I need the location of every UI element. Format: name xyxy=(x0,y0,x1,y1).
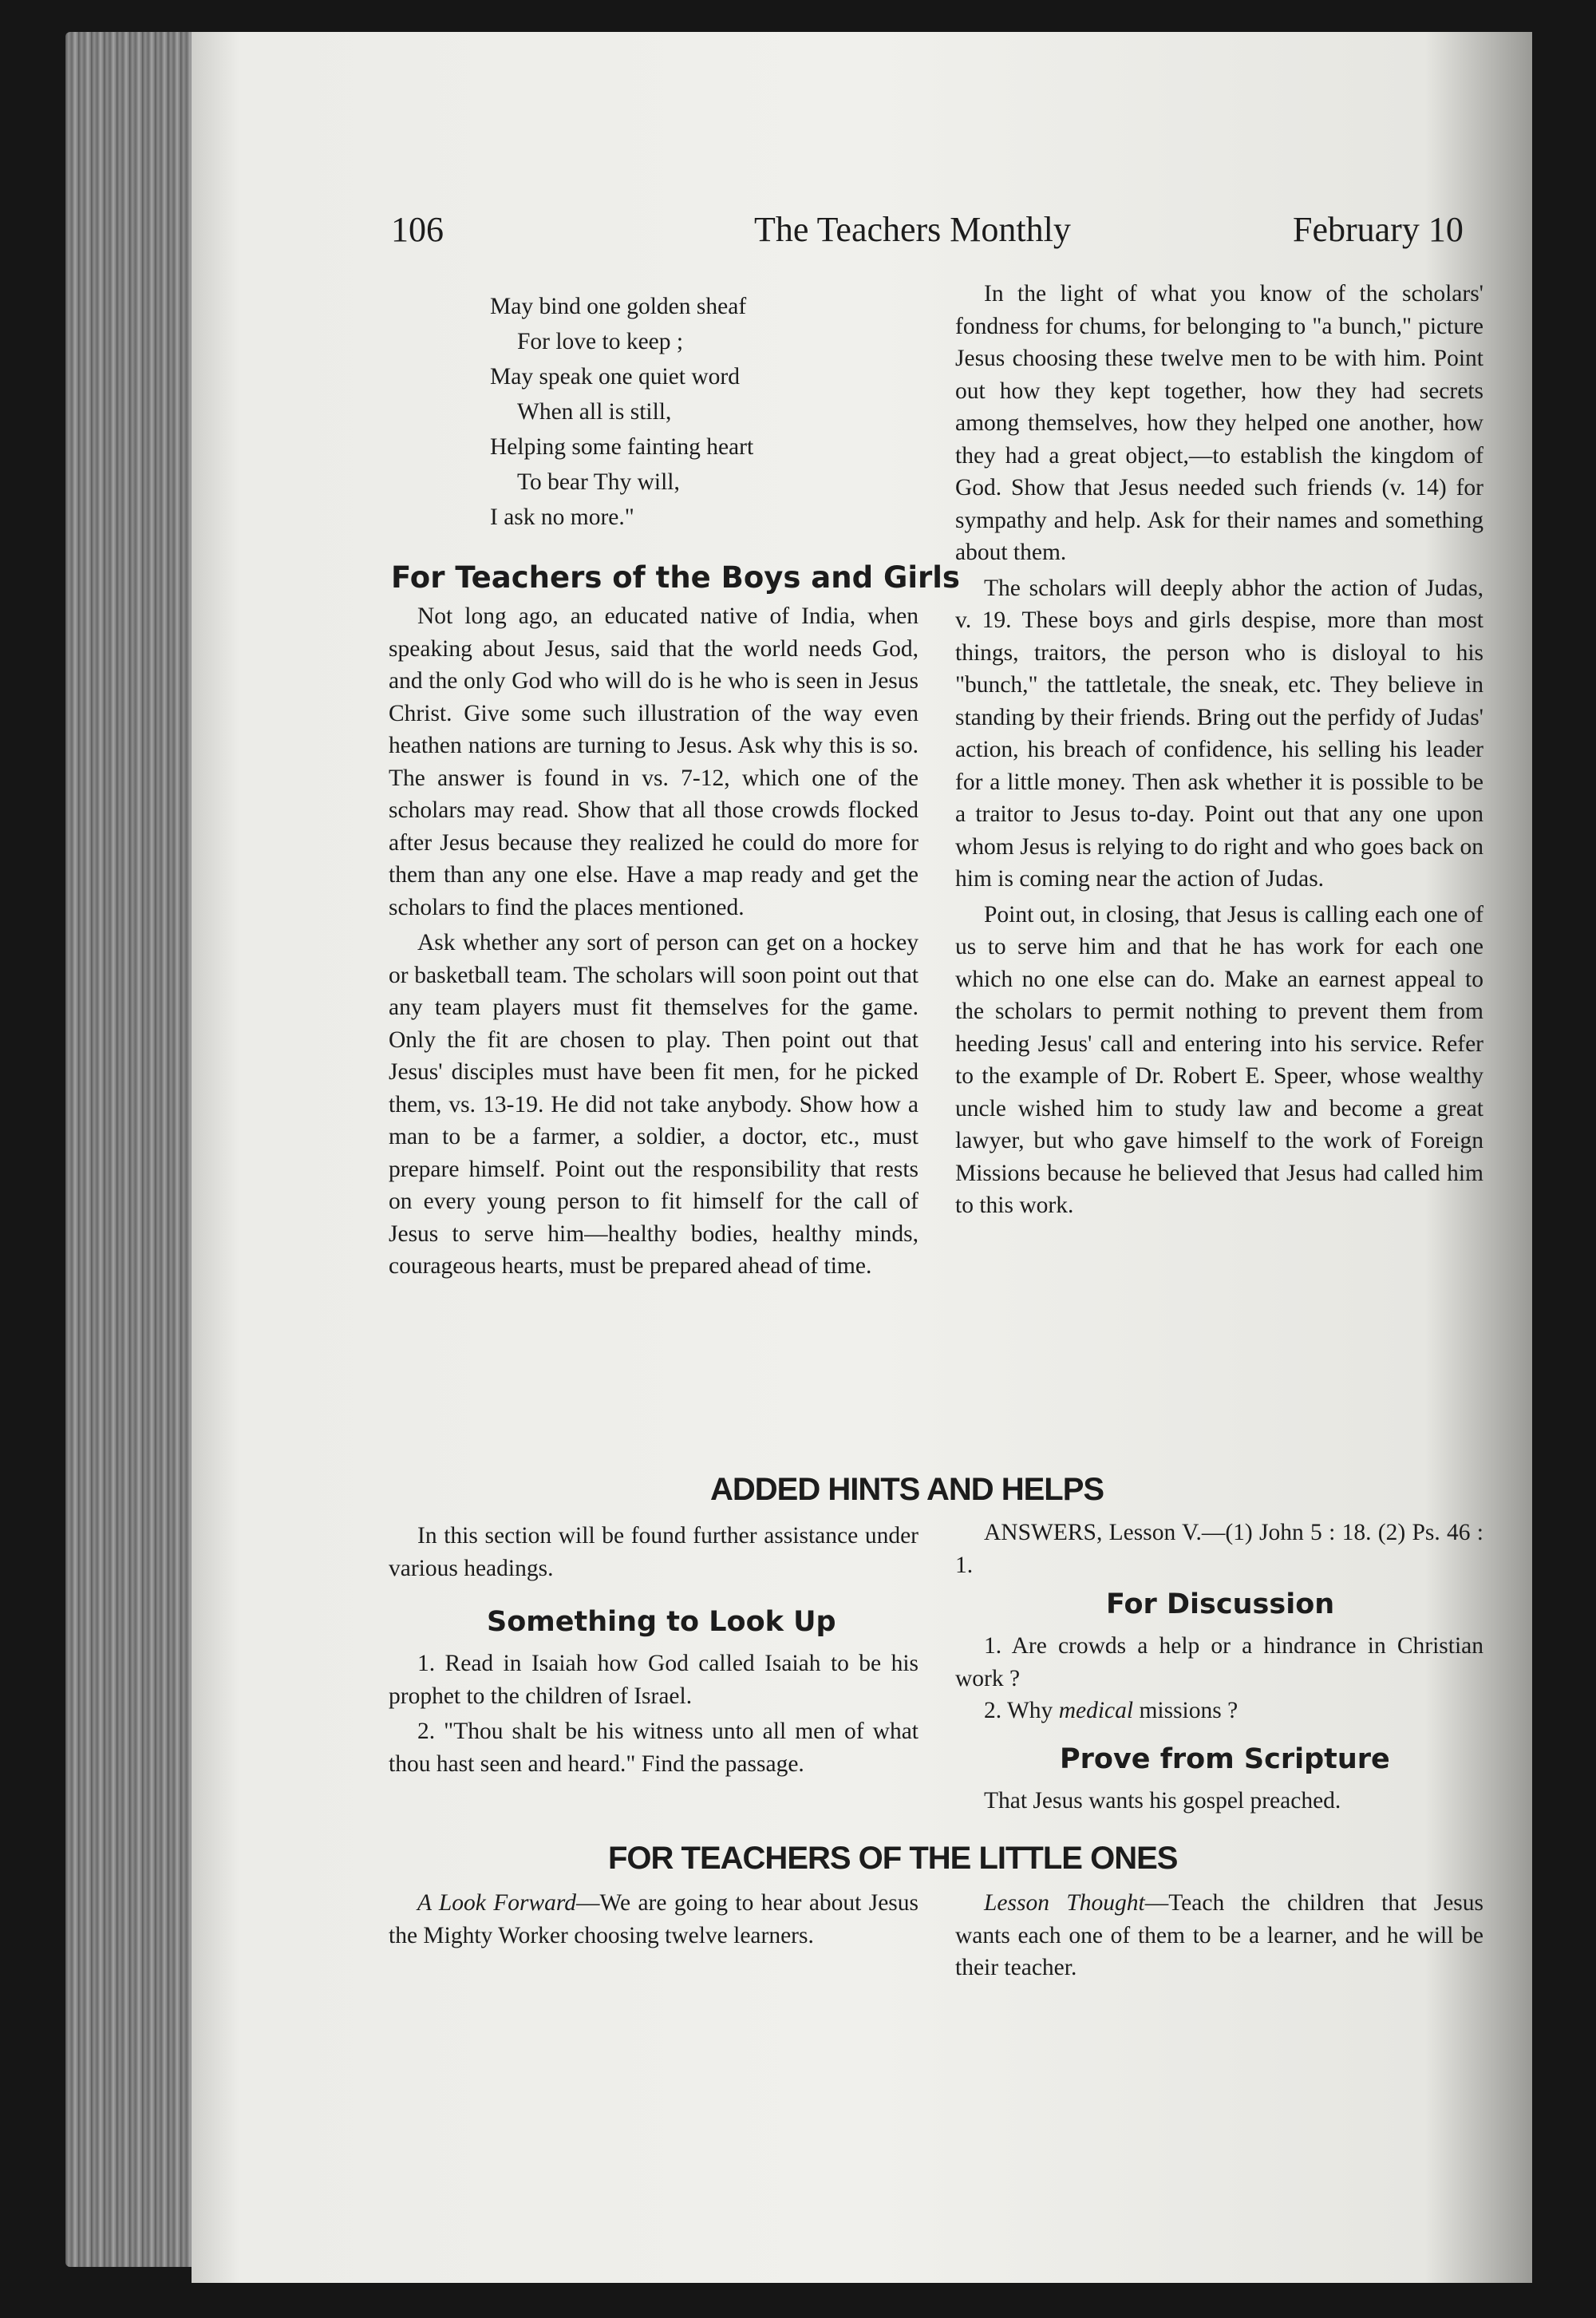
paragraph: That Jesus wants his gospel preached. xyxy=(984,1788,1341,1814)
paragraph: Point out, in closing, that Jesus is calling each one of us to serve him and that he has work for each one which no one else can do. Make an earnest appeal to the scholars to permit nothing to prevent them from heeding Jesus' call and entering into his service. Refer to the example of Dr. Robert E. Speer, whose wealthy uncle wished him to study law and become a great lawyer, but who gave himself to the work of Foreign Missions because he believed that Jesus had called him to this work. xyxy=(955,901,1483,1218)
right-column-text xyxy=(955,278,1483,1222)
prove-text xyxy=(955,1785,1483,1818)
poem-line: May bind one golden sheaf xyxy=(490,294,747,319)
hints-intro xyxy=(389,1520,918,1584)
paragraph: In the light of what you know of the scholars' fondness for chums, for belonging to "a bunch," picture Jesus choosing these twelve men to be with him. Point out how they kept together, how they had secrets among themselves, how they helped one another, how they had a great object,—to establish the kingdom of God. Show that Jesus needed such friends (v. 14) for sympathy and help. Ask for their names and something about them. xyxy=(955,281,1483,565)
poem xyxy=(490,289,753,535)
emphasis: medical xyxy=(1058,1698,1134,1723)
paragraph: ANSWERS, Lesson V.—(1) John 5 : 18. (2) Ps. 46 : 1. xyxy=(955,1520,1483,1578)
discussion-list xyxy=(955,1630,1483,1727)
subheading-prove-from-scripture: Prove from Scripture xyxy=(1060,1743,1390,1775)
answers xyxy=(955,1517,1483,1581)
poem-line: When all is still, xyxy=(517,399,672,425)
poem-line: May speak one quiet word xyxy=(490,364,740,390)
poem-line: I ask no more." xyxy=(490,504,634,530)
list-item: 1. Are crowds a help or a hindrance in Christian work ? xyxy=(955,1633,1483,1691)
section-heading-boys-girls: For Teachers of the Boys and Girls xyxy=(391,560,960,595)
look-forward xyxy=(389,1887,918,1952)
section-heading-added-hints: ADDED HINTS AND HELPS xyxy=(710,1472,1104,1507)
paragraph: The scholars will deeply abhor the action of Judas, v. 19. These boys and girls despise, more than most things, traitors, the person who is disloyal to his "bunch," the tattletale, the sneak, etc. They believe in standing by their friends. Bring out the perfidy of Judas' action, his breach of confidence, his selling his leader for a little money. Then ask whether it is possible to be a traitor to Jesus to-day. Point out that any one upon whom Jesus is relying to do right and who goes back on him is coming near the action of Judas. xyxy=(955,575,1483,892)
subheading-look-up: Something to Look Up xyxy=(487,1606,836,1638)
label: Lesson Thought xyxy=(984,1890,1145,1916)
lesson-thought xyxy=(955,1887,1483,1984)
paragraph: A Look Forward—We are going to hear about Jesus the Mighty Worker choosing twelve learners. xyxy=(389,1890,918,1948)
book-page-edges xyxy=(65,32,201,2267)
page-number: 106 xyxy=(391,210,444,249)
paragraph: Lesson Thought—Teach the children that Jesus wants each one of them to be a learner, and he will be their teacher. xyxy=(955,1890,1483,1980)
list-item: 1. Read in Isaiah how God called Isaiah to be his prophet to the children of Israel. xyxy=(389,1651,918,1709)
poem-line: To bear Thy will, xyxy=(517,469,680,495)
subheading-for-discussion: For Discussion xyxy=(1106,1588,1335,1620)
section-heading-little-ones: FOR TEACHERS OF THE LITTLE ONES xyxy=(608,1841,1178,1876)
look-up-list xyxy=(389,1648,918,1780)
paragraph: In this section will be found further assistance under various headings. xyxy=(389,1523,918,1581)
label: A Look Forward xyxy=(417,1890,577,1916)
poem-line: For love to keep ; xyxy=(517,329,684,354)
issue-date: February 10 xyxy=(1293,210,1464,249)
paragraph: Ask whether any sort of person can get on a hockey or basketball team. The scholars will soon point out that any team players must fit themselves for the game. Only the fit are chosen to play. Then point out that Jesus' disciples must have been fit men, for he picked them, vs. 13-19. He did not take anybody. Show how a man to be a farmer, a soldier, a doctor, etc., must prepare himself. Point out the responsibility that rests on every young person to fit himself for the call of Jesus to serve him—healthy bodies, healthy minds, courageous hearts, must be prepared ahead of time. xyxy=(389,930,918,1279)
list-item: 2. "Thou shalt be his witness unto all men of what thou hast seen and heard." Find the passage. xyxy=(389,1719,918,1777)
paragraph: Not long ago, an educated native of India, when speaking about Jesus, said that the world needs God, and the only God who will do is he who is seen in Jesus Christ. Give some such illustration of the way even heathen nations are turning to Jesus. Ask why this is so. The answer is found in vs. 7-12, which one of the scholars may read. Show that all those crowds flocked after Jesus because they realized he could do more for them than any one else. Have a map ready and get the scholars to find the places mentioned. xyxy=(389,603,918,920)
list-item: 2. Why medical missions ? xyxy=(984,1698,1238,1723)
running-title: The Teachers Monthly xyxy=(754,210,1071,249)
poem-line: Helping some fainting heart xyxy=(490,434,754,460)
left-column-text xyxy=(389,600,918,1283)
